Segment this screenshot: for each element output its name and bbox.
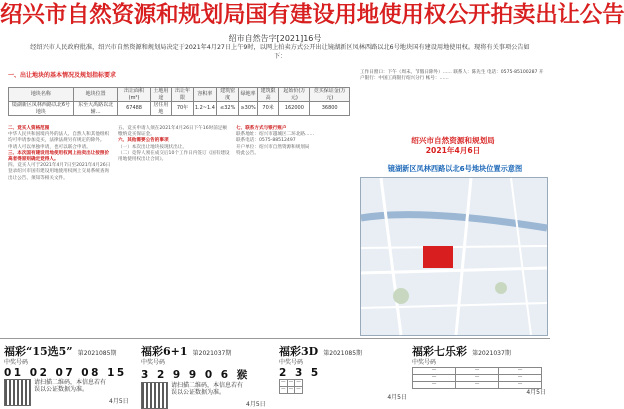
lottery-date: 4月5日 [246, 401, 266, 408]
lottery-6p1 [141, 340, 275, 406]
issuer-name: 绍兴市自然资源和规划局 [411, 136, 495, 145]
qr-code-icon[interactable] [4, 379, 31, 406]
th: 容积率 [193, 88, 216, 102]
prize-table [412, 367, 542, 389]
document-number: 绍市自然告字[2021]16号 [228, 34, 322, 43]
text-column-3 [236, 126, 354, 336]
paragraph: （二）竞得人须在成交后10个工作日内签订《国有建设用地使用权出让合同》。 [118, 150, 230, 163]
td: — [456, 367, 499, 374]
paragraph: 开户单位：绍兴市自然资源和规划局 [236, 144, 310, 150]
paragraph: 申请人可以单独申请，也可以联合申请。 [8, 144, 91, 150]
headline: 绍兴市自然资源和规划局国有建设用地使用权公开拍卖出让公告 [0, 2, 624, 28]
map-graphic [361, 178, 547, 335]
th: 竞买保证金(万元) [310, 88, 350, 102]
th: 建筑限高 [257, 88, 279, 102]
text-column-2 [118, 126, 230, 336]
td: 36800 [310, 102, 350, 116]
td: 东至大禹路以北辅… [73, 102, 118, 116]
map-title: 镜湖新区凤林西路以北6号地块位置示意图 [387, 164, 523, 173]
intro-paragraph: 经绍兴市人民政府批准，绍兴市自然资源和规划局决定于2021年4月27日上午9时，以网上拍卖方式公开出让镜湖新区凤林西路以北6号地块国有建设用地使用权。现将有关事项公告如下： [30, 44, 530, 60]
td: — [296, 379, 301, 385]
lottery-label: 中奖号码 [4, 359, 29, 366]
th: 出让年限 [172, 88, 194, 102]
td: ≥30% [239, 102, 257, 116]
lottery-15x5 [4, 340, 137, 406]
lottery-numbers: 2 3 5 [279, 366, 321, 379]
qr-code-icon[interactable] [141, 382, 168, 409]
td: 居住用地 [150, 102, 172, 116]
th: 绿地率 [239, 88, 257, 102]
td: — [288, 386, 294, 392]
td: 162000 [279, 102, 310, 116]
location-map [360, 177, 548, 336]
th: 土地用途 [150, 88, 172, 102]
td: 70米 [257, 102, 279, 116]
th: 起始价(万元) [279, 88, 310, 102]
lottery-date: 4月5日 [526, 388, 546, 396]
paragraph: 五、竞买申请人须在2021年4月26日下午16时前足额缴纳竞买保证金。 [118, 126, 227, 138]
plot-table-header [9, 88, 350, 102]
td: — [413, 367, 456, 374]
lottery-date: 4月5日 [109, 398, 129, 405]
lottery-date: 4月5日 [387, 393, 407, 401]
lottery-numbers: 01 02 07 08 15 [4, 366, 127, 379]
contact-info: 工作日窗口：下午（周末、节假日除外）…… 联系人：陈先生 电话：0575-85100287 开户银行：中国工商银行绍兴分行 帐号：…… [360, 70, 544, 82]
th: 建筑密度 [216, 88, 239, 102]
td: — [296, 386, 301, 392]
col-heading: 三、本次国有建设用地使用权网上拍卖出让按照价高者得原则确定竞得人。 [8, 150, 110, 163]
issue-date: 2021年4月6日 [425, 146, 481, 155]
section-heading: 一、出让地块的基本情况及规划指标要求 [8, 72, 117, 79]
td: — [499, 381, 542, 388]
paragraph: （一）本次出让地块按现状出让。 [118, 144, 187, 150]
th: 地块名称 [9, 88, 74, 102]
parcel-marker [423, 246, 453, 268]
th: 地块位置 [73, 88, 118, 102]
td: ≤32% [216, 102, 239, 116]
lottery-issue: 第2021037期 [472, 350, 511, 357]
td: — [288, 379, 294, 385]
td: 镜湖新区凤林西路以北6号地块 [9, 102, 74, 116]
col-heading: 六、其他需要公告的事项 [118, 138, 169, 144]
col-heading: 二、竞买人资格范围 [8, 126, 50, 131]
td: — [456, 374, 499, 381]
lottery-numbers: 3 2 9 9 0 6 猴 [141, 368, 250, 381]
lottery-7l [412, 340, 546, 406]
lottery-note: 请扫描二维码，本信息若有误以公证数据为准。 [171, 381, 244, 396]
lottery-label: 中奖号码 [412, 359, 437, 366]
lottery-label: 中奖号码 [279, 359, 304, 366]
prize-table [279, 379, 303, 394]
td: — [413, 374, 456, 381]
td: — [281, 386, 286, 392]
paragraph: 特此公告。 [236, 150, 259, 156]
lottery-3d [279, 340, 407, 406]
lottery-issue: 第2021037期 [192, 350, 232, 357]
lottery-note: 请扫描二维码，本信息若有误以公证数据为准。 [34, 378, 107, 393]
lottery-title: 福彩七乐彩 [412, 345, 467, 358]
text-column-1 [8, 126, 113, 336]
paragraph: 中华人民共和国境内外的法人、自然人和其他组织均可申请参加竞买，法律法规另有规定的除外。 [8, 132, 110, 144]
paragraph: 四、竞买人可于2021年4月7日至2021年4月26日登录绍兴市国有建设用地使用权网上交易系统查询出让公告、须知等相关文件。 [8, 163, 111, 181]
lottery-title: 福彩6+1 [141, 345, 188, 358]
lottery-issue: 第2021085期 [323, 350, 363, 357]
plot-table [8, 87, 350, 116]
lottery-title: 福彩“15选5” [4, 345, 73, 358]
td: 67488 [118, 102, 150, 116]
lottery-title: 福彩3D [279, 345, 319, 358]
td: — [456, 381, 499, 388]
td: — [499, 374, 542, 381]
td: — [281, 379, 286, 385]
table-row [9, 102, 350, 116]
td: — [413, 381, 456, 388]
paragraph: 联系电话：0575-88512497 [236, 138, 296, 144]
lottery-label: 中奖号码 [141, 359, 166, 366]
issuer-block [360, 136, 546, 156]
paragraph: 联系地址：绍兴市越城区二环北路…… [236, 132, 315, 138]
th: 出让面积(m²) [118, 88, 150, 102]
td: 70年 [172, 102, 194, 116]
lottery-issue: 第2021085期 [77, 350, 117, 357]
col-heading: 七、联系方式与银行账户 [236, 126, 287, 131]
td: — [499, 367, 542, 374]
td: 1.2~1.4 [193, 102, 216, 116]
